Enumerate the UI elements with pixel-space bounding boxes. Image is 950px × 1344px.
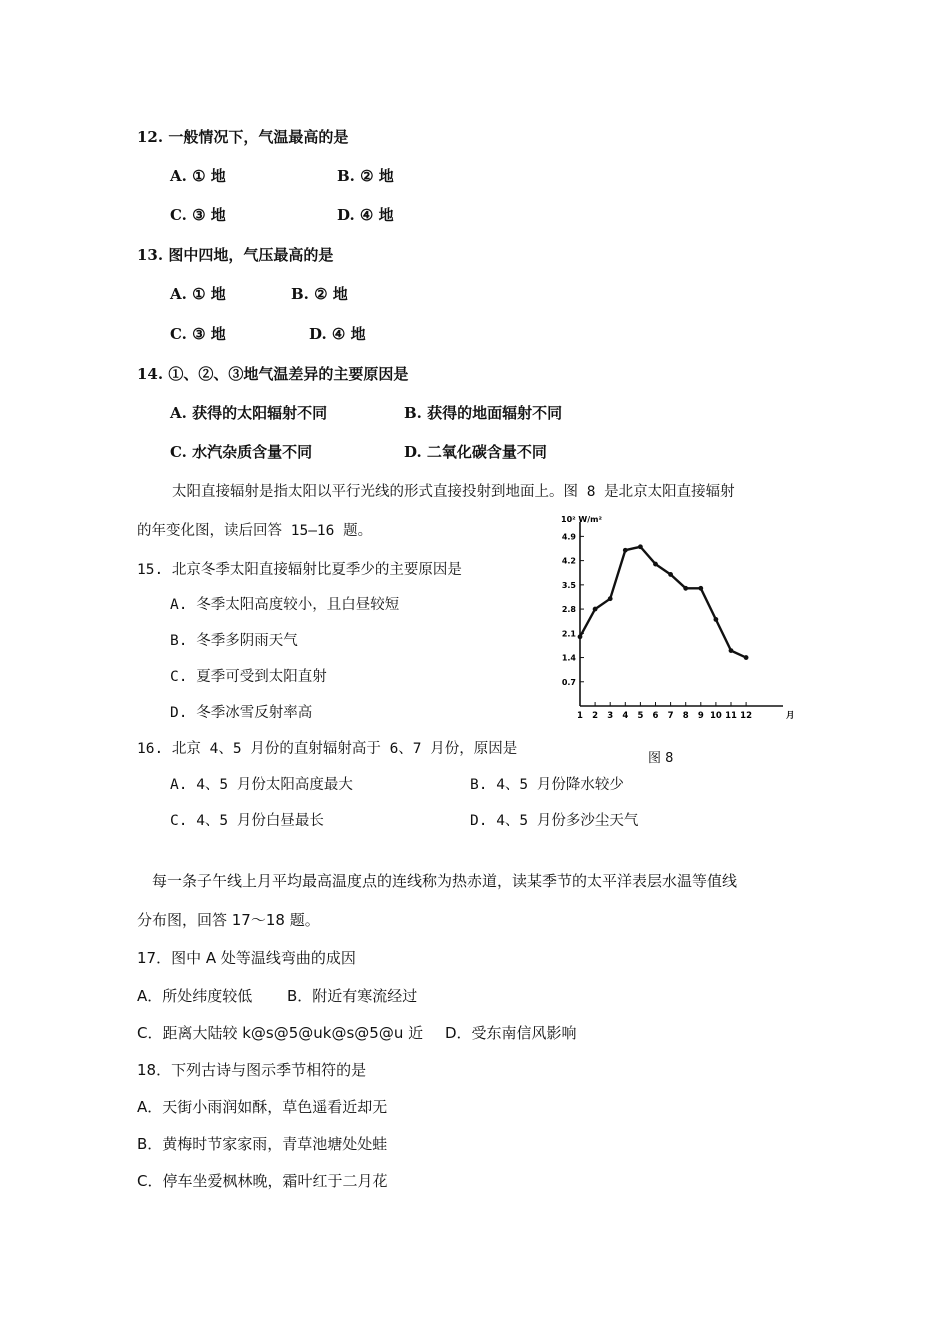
data-point [638, 544, 643, 549]
q12-option-b: B. ② 地 [337, 167, 394, 185]
q15-option-d: D. 冬季冰雪反射率高 [170, 705, 313, 721]
q17-option-d: D．受东南信风影响 [445, 1024, 577, 1042]
x-tick-label: 11 [725, 711, 737, 721]
x-tick-label: 2 [592, 711, 599, 721]
q15-option-b: B. 冬季多阴雨天气 [170, 633, 298, 649]
q18-option-a: A．天街小雨润如酥，草色遥看近却无 [137, 1098, 388, 1116]
data-point [744, 655, 749, 660]
data-point [653, 562, 658, 567]
intro-17-18-line1: 每一条子午线上月平均最高温度点的连线称为热赤道，读某季节的太平洋表层水温等值线 [152, 872, 738, 890]
y-tick-label: 0.7 [561, 677, 576, 687]
y-tick-label: 3.5 [561, 580, 576, 590]
x-unit-label: 月 [786, 711, 795, 721]
q15-stem: 15. 北京冬季太阳直接辐射比夏季少的主要原因是 [137, 562, 462, 578]
y-tick-label: 4.9 [561, 532, 576, 542]
intro-15-16-line2: 的年变化图，读后回答 15—16 题。 [137, 523, 373, 539]
q17-stem: 17．图中 A 处等温线弯曲的成因 [137, 949, 356, 967]
q13-stem: 13. 图中四地，气压最高的是 [137, 246, 334, 264]
q14-option-b: B. 获得的地面辐射不同 [404, 404, 563, 422]
q12-option-a: A. ① 地 [170, 167, 226, 185]
intro-15-16-line1: 太阳直接辐射是指太阳以平行光线的形式直接投射到地面上。图 8 是北京太阳直接辐射 [172, 484, 735, 500]
q18-option-c: C．停车坐爱枫林晚，霜叶红于二月花 [137, 1172, 388, 1190]
y-tick-label: 2.1 [561, 629, 576, 639]
q17-option-a: A．所处纬度较低 [137, 987, 253, 1005]
q12-option-d: D. ④ 地 [337, 206, 394, 224]
x-tick-label: 5 [637, 711, 644, 721]
y-unit-label: 10² W/m² [561, 515, 603, 524]
q13-option-a: A. ① 地 [170, 285, 226, 303]
figure-caption: 图 8 [648, 751, 674, 766]
beijing-solar-radiation-chart [555, 510, 795, 730]
x-tick-label: 4 [622, 711, 629, 721]
q18-stem: 18．下列古诗与图示季节相符的是 [137, 1061, 367, 1079]
q16-option-d: D. 4、5 月份多沙尘天气 [470, 813, 639, 829]
y-tick-label: 1.4 [561, 653, 576, 663]
x-tick-label: 9 [697, 711, 704, 721]
q13-option-b: B. ② 地 [291, 285, 348, 303]
q16-stem: 16. 北京 4、5 月份的直射辐射高于 6、7 月份，原因是 [137, 741, 518, 757]
series-line [580, 547, 746, 658]
q12-stem: 12. 一般情况下，气温最高的是 [137, 128, 349, 146]
q13-option-d: D. ④ 地 [309, 325, 366, 343]
q14-option-c: C. 水汽杂质含量不同 [170, 443, 313, 461]
q14-stem: 14. ①、②、③地气温差异的主要原因是 [137, 365, 409, 383]
q17-option-b: B．附近有寒流经过 [287, 987, 418, 1005]
data-point [714, 617, 719, 622]
y-tick-label: 2.8 [561, 605, 576, 615]
data-point [578, 634, 583, 639]
q15-option-c: C. 夏季可受到太阳直射 [170, 669, 327, 685]
q18-option-b: B．黄梅时节家家雨，青草池塘处处蛙 [137, 1135, 388, 1153]
q16-option-a: A. 4、5 月份太阳高度最大 [170, 777, 353, 793]
q15-option-a: A. 冬季太阳高度较小，且白昼较短 [170, 597, 400, 613]
data-point [608, 596, 613, 601]
data-point [683, 586, 688, 591]
q14-option-a: A. 获得的太阳辐射不同 [170, 404, 328, 422]
x-tick-label: 10 [709, 711, 722, 721]
x-tick-label: 7 [667, 711, 674, 721]
data-point [729, 648, 734, 653]
x-tick-label: 12 [740, 711, 753, 721]
data-point [698, 586, 703, 591]
x-tick-label: 1 [577, 711, 583, 721]
q17-option-c: C．距离大陆较 k@s@5@uk@s@5@u 近 [137, 1024, 424, 1042]
data-point [623, 548, 628, 553]
q14-option-d: D. 二氧化碳含量不同 [404, 443, 547, 461]
data-point [668, 572, 673, 577]
intro-17-18-line2: 分布图，回答 17～18 题。 [137, 911, 320, 929]
x-tick-label: 6 [652, 711, 659, 721]
q13-option-c: C. ③ 地 [170, 325, 226, 343]
q16-option-b: B. 4、5 月份降水较少 [470, 777, 624, 793]
x-tick-label: 3 [607, 711, 614, 721]
q16-option-c: C. 4、5 月份白昼最长 [170, 813, 324, 829]
q12-option-c: C. ③ 地 [170, 206, 226, 224]
y-tick-label: 4.2 [561, 556, 576, 566]
data-point [593, 607, 598, 612]
x-tick-label: 8 [682, 711, 689, 721]
